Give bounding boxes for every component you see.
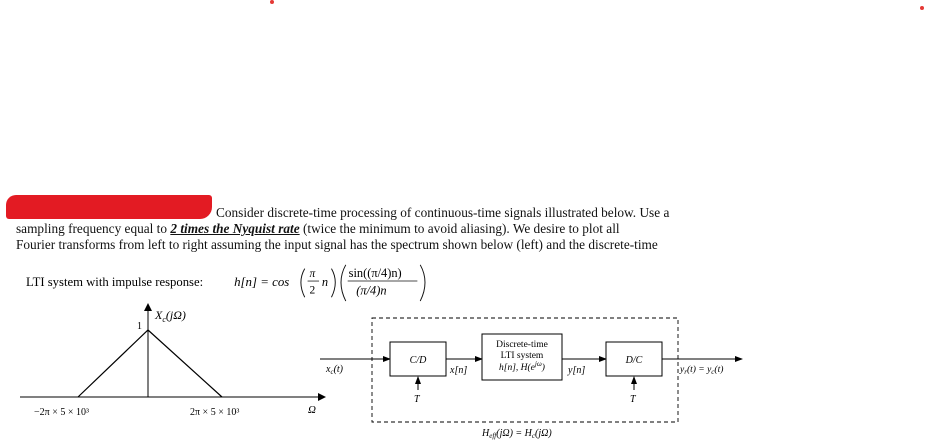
n-var: n	[321, 274, 329, 289]
effective-response-label: $H_{eff}(j\Omega) = H_c(j\Omega)$	[482, 428, 552, 440]
input-signal-label: $x_c(t)$	[326, 364, 344, 376]
cd-label: C/D	[409, 355, 427, 366]
paragraph-line-2	[16, 221, 620, 237]
nyquist-emphasis: 2 times the Nyquist rate	[170, 221, 300, 236]
input-spectrum-plot	[20, 303, 350, 433]
hn-cos: h[n] = cos	[234, 274, 290, 289]
paragraph-line-3: Fourier transforms from left to right assuming the input signal has the spectrum shown below (left) and the discrete-time	[16, 237, 658, 252]
lti-label: LTI system with impulse response:	[26, 274, 204, 289]
spectrum-peak-label: 1	[137, 321, 142, 332]
lti-line-2: LTI system	[500, 351, 544, 361]
pi-num: π	[309, 268, 316, 281]
xn-label: x[n]	[450, 365, 468, 376]
paragraph-line-1: Consider discrete-time processing of continuous-time signals illustrated below. Use a	[216, 205, 670, 220]
spectrum-right-tick: 2π × 5 × 10³	[190, 407, 240, 418]
output-signal-label: $y_r(t) = y_c(t)$	[680, 365, 724, 376]
dc-label: D/C	[625, 355, 643, 366]
lti-line-1: Discrete-time	[496, 340, 548, 350]
sinc-numerator: sin((π/4)n)	[348, 266, 402, 281]
sampling-period-2: T	[630, 394, 636, 405]
paragraph-line-2-a: sampling frequency equal to	[16, 221, 171, 236]
paragraph-line-2-b: (twice the minimum to avoid aliasing). We desire to plot all	[299, 221, 620, 236]
impulse-response-equation	[16, 261, 456, 303]
red-dot-right	[920, 6, 924, 10]
lti-line-3: h[n], $H(e^{j\omega})$	[499, 360, 545, 373]
sampling-period-1: T	[414, 394, 420, 405]
spectrum-left-tick: −2π × 5 × 10³	[34, 407, 89, 418]
paren-right-2	[420, 265, 425, 301]
spectrum-title: $X_c(j\Omega)$	[155, 308, 186, 324]
spectrum-omega-label: Ω	[308, 404, 316, 416]
yn-label: y[n]	[568, 365, 586, 376]
paren-right-1	[331, 269, 335, 298]
sinc-denominator: (π/4)n	[356, 283, 387, 298]
spectrum-triangle	[78, 330, 222, 397]
paren-left-1	[301, 269, 305, 298]
redaction-mark	[6, 195, 212, 219]
system-block-diagram	[316, 310, 746, 440]
red-dot-top	[270, 0, 274, 4]
two-den: 2	[309, 284, 316, 297]
paren-left-2	[341, 265, 346, 301]
